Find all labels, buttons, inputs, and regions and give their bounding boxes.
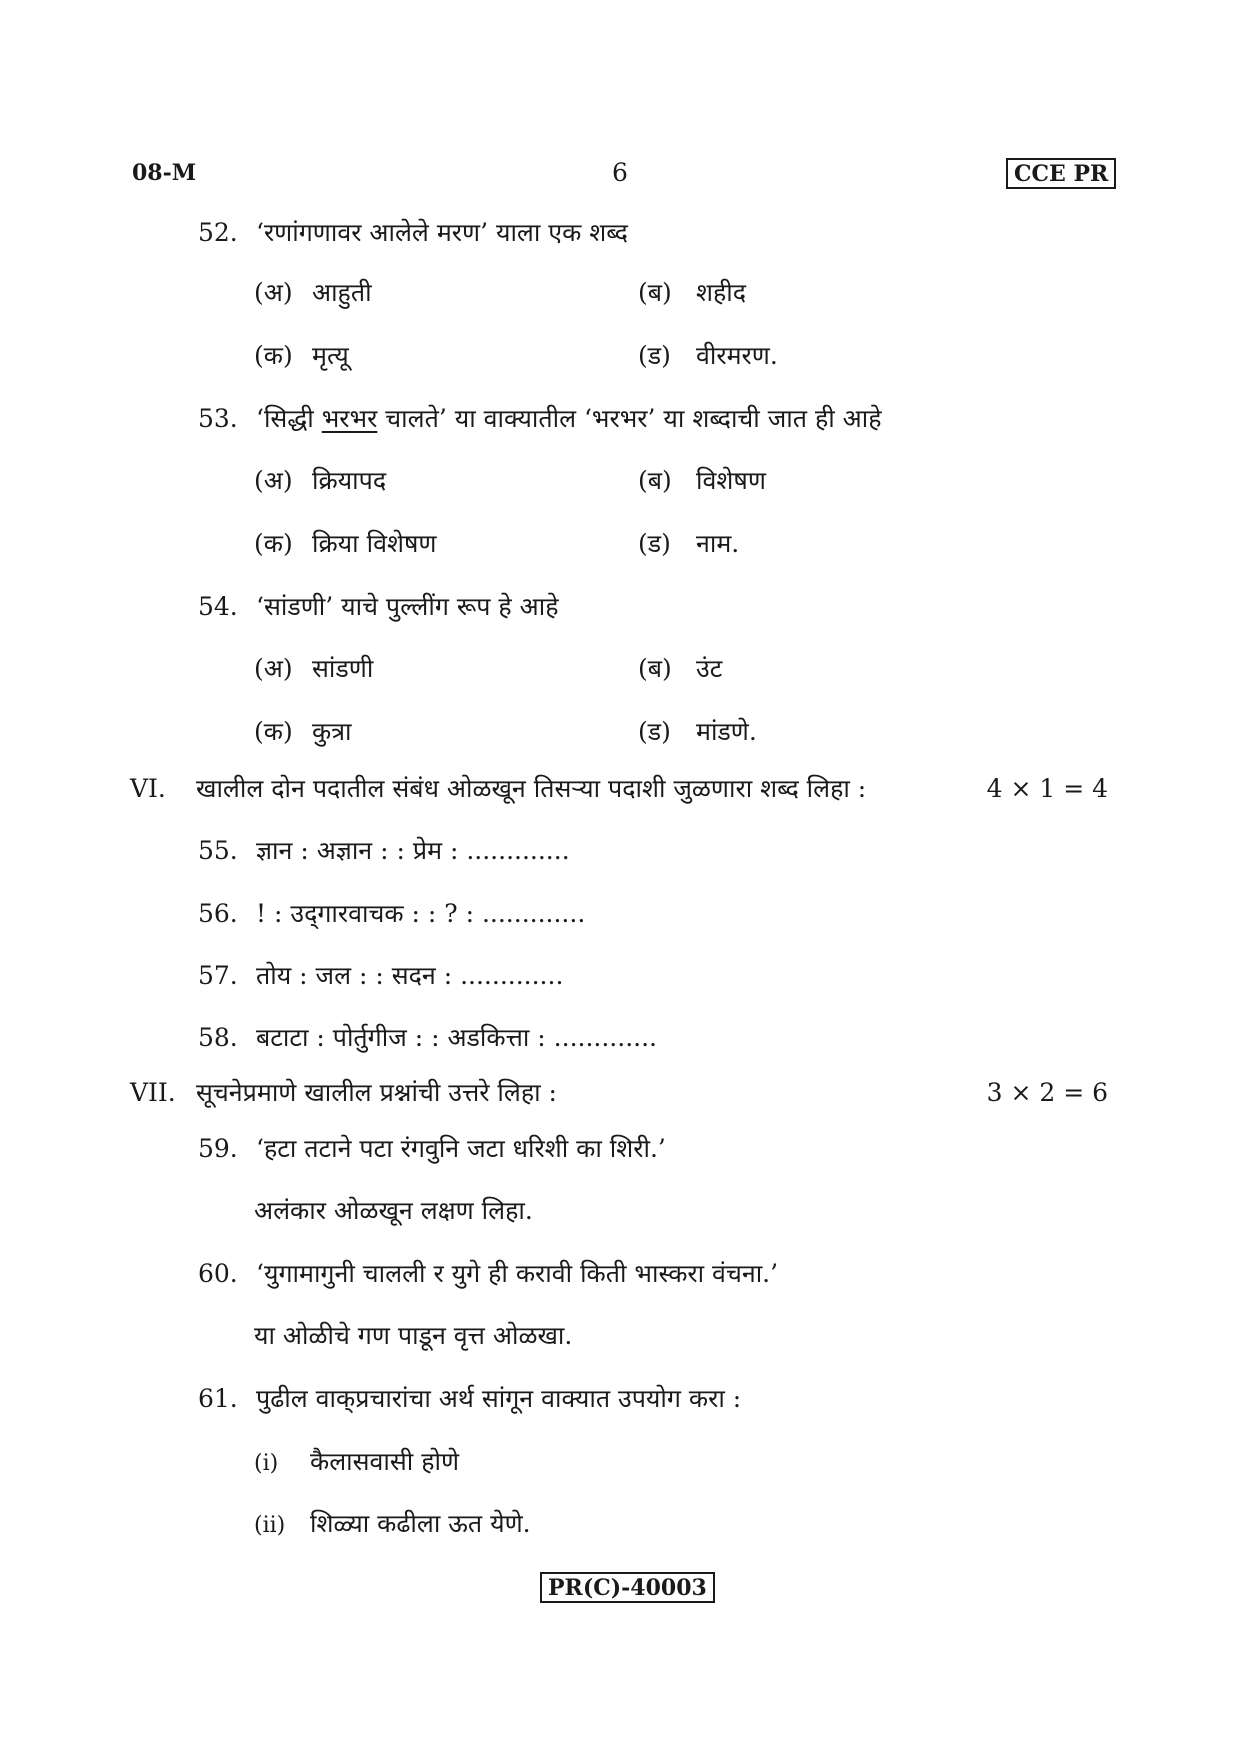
question-52 xyxy=(198,220,628,245)
question-61: 61. पुढील वाक्‌प्रचारांचा अर्थ सांगून वाक्यात उपयोग करा : xyxy=(198,1384,742,1413)
question-text: ‘सांडणी’ याचे पुल्लींग रूप हे आहे xyxy=(256,592,559,621)
page-number: 6 xyxy=(612,158,628,187)
question-61-item-i: (i) कैलासवासी होणे xyxy=(254,1447,460,1476)
question-text: ‘रणांगणावर आलेले मरण’ याला एक शब्द xyxy=(256,218,628,247)
question-61-item-ii: (ii) शिळ्या कढीला ऊत येणे. xyxy=(254,1509,531,1538)
question-60-instruction: या ओळीचे गण पाडून वृत्त ओळखा. xyxy=(254,1321,573,1350)
section-number: VII. xyxy=(130,1078,176,1107)
option-a: (अ) क्रियापद xyxy=(254,466,387,495)
option-c: (क) कुत्रा xyxy=(254,717,352,746)
footer-code-box: PR(C)-40003 xyxy=(540,1572,715,1603)
option-d: (ड) मांडणे. xyxy=(638,717,757,746)
section-7-marks: 3 × 2 = 6 xyxy=(986,1078,1108,1107)
section-instruction: खालील दोन पदातील संबंध ओळखून तिसऱ्या पदाशी जुळणारा शब्द लिहा : xyxy=(196,774,867,803)
option-b: (ब) विशेषण xyxy=(638,466,766,495)
question-59: 59. ‘हटा तटाने पटा रंगवुनि जटा धरिशी का शिरी.’ xyxy=(198,1134,666,1163)
section-instruction: सूचनेप्रमाणे खालील प्रश्नांची उत्तरे लिहा : xyxy=(196,1078,557,1107)
option-a: (अ) आहुती xyxy=(254,278,372,307)
section-6-heading xyxy=(130,776,866,801)
section-7-heading xyxy=(130,1080,557,1105)
question-55: 55. ज्ञान : अज्ञान : : प्रेम : ............. xyxy=(198,836,570,865)
underlined-word: भरभर xyxy=(321,404,378,433)
option-c: (क) मृत्यू xyxy=(254,341,349,370)
question-53: 53. ‘सिद्धी भरभर चालते’ या वाक्यातील ‘भरभर’ या शब्दाची जात ही आहे xyxy=(198,404,882,433)
section-6-marks: 4 × 1 = 4 xyxy=(986,774,1108,803)
option-d: (ड) वीरमरण. xyxy=(638,341,778,370)
section-number: VI. xyxy=(130,774,166,803)
question-60: 60. ‘युगामागुनी चालली र युगे ही करावी किती भास्करा वंचना.’ xyxy=(198,1259,779,1288)
question-54 xyxy=(198,594,558,619)
question-56: 56. ! : उद्‌गारवाचक : : ? : ............. xyxy=(198,899,586,928)
option-b: (ब) शहीद xyxy=(638,278,747,307)
option-b: (ब) उंट xyxy=(638,654,723,683)
question-57: 57. तोय : जल : : सदन : ............. xyxy=(198,961,564,990)
question-number: 52. xyxy=(198,218,238,247)
paper-type-box: CCE PR xyxy=(1006,158,1116,189)
option-d: (ड) नाम. xyxy=(638,529,740,558)
question-number: 53. xyxy=(198,404,238,433)
option-a: (अ) सांडणी xyxy=(254,654,374,683)
question-58: 58. बटाटा : पोर्तुगीज : : अडकित्ता : ............. xyxy=(198,1023,657,1052)
option-c: (क) क्रिया विशेषण xyxy=(254,529,437,558)
question-number: 54. xyxy=(198,592,238,621)
paper-code: 08-M xyxy=(132,160,197,186)
question-59-instruction: अलंकार ओळखून लक्षण लिहा. xyxy=(254,1196,533,1225)
